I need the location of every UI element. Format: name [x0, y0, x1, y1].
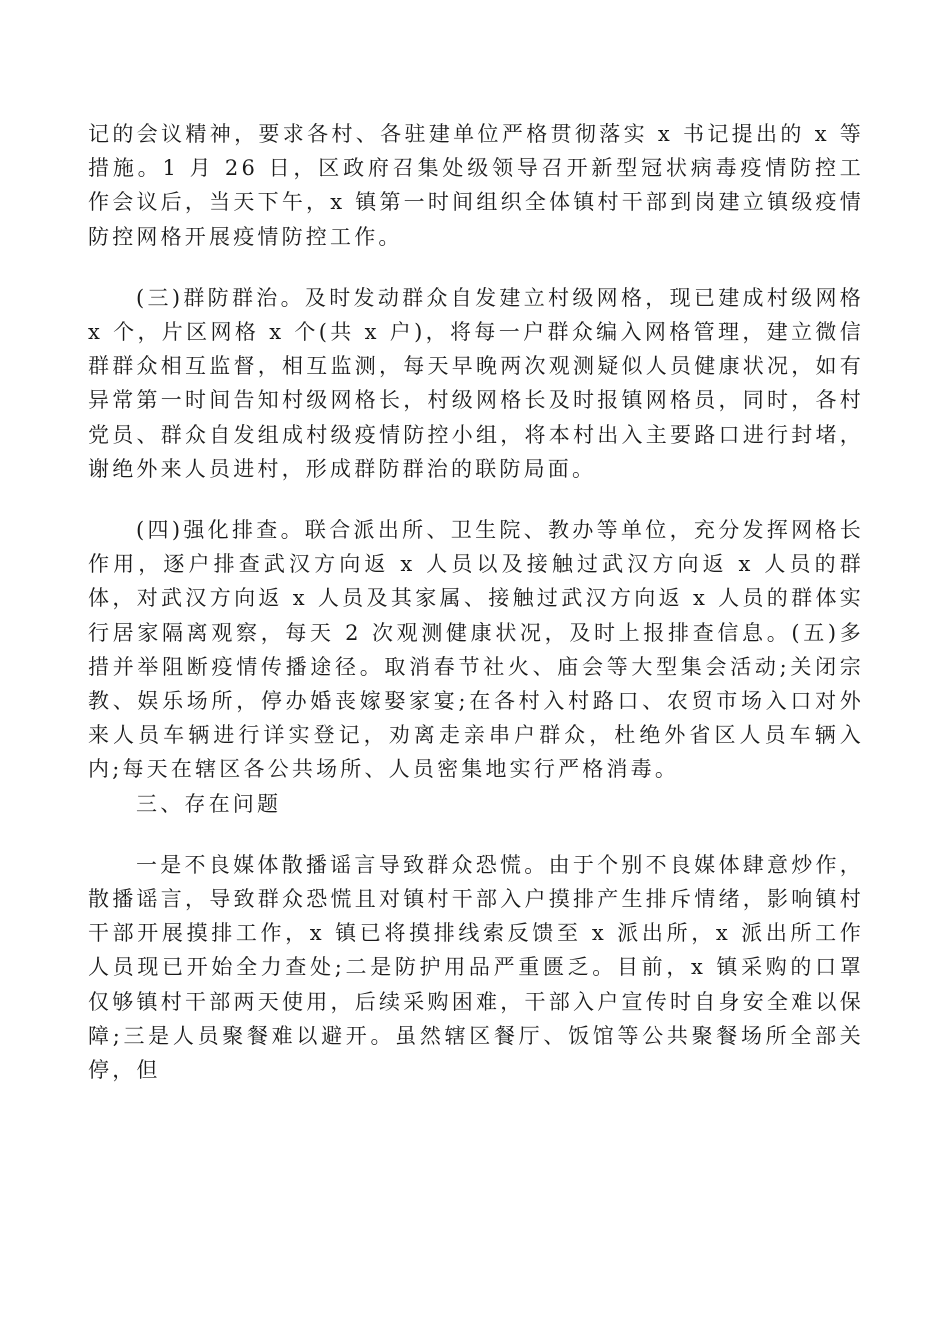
paragraph-meeting-spirit: 记的会议精神，要求各村、各驻建单位严格贯彻落实 x 书记提出的 x 等措施。1 月 26 日，区政府召集处级领导召开新型冠状病毒疫情防控工作会议后，当天下午，x 镇第一时间组织全体镇村干部到岗建立镇级疫情防控网格开展疫情防控工作。 [88, 122, 864, 249]
paragraph-problems-detail: 一是不良媒体散播谣言导致群众恐慌。由于个别不良媒体肆意炒作，散播谣言，导致群众恐慌且对镇村干部入户摸排产生排斥情绪，影响镇村干部开展摸排工作，x 镇已将摸排线索反馈至 x 派出所，x 派出所工作人员现已开始全力查处;二是防护用品严重匮乏。目前，x 镇采购的口罩仅够镇村干部两天使用，后续采购困难，干部入户宣传时自身安全难以保障;三是人员聚餐难以避开。虽然辖区餐厅、饭馆等公共聚餐场所全部关停，但 [88, 852, 864, 1083]
document-page [88, 117, 864, 1087]
paragraph-strengthen-screening: (四)强化排查。联合派出所、卫生院、教办等单位，充分发挥网格长作用，逐户排查武汉方向返 x 人员以及接触过武汉方向返 x 人员的群体，对武汉方向返 x 人员及其家属、接触过武汉方向返 x 人员的群体实行居家隔离观察，每天 2 次观测健康状况，及时上报排查信息。(五)多措并举阻断疫情传播途径。取消春节社火、庙会等大型集会活动;关闭宗教、娱乐场所，停办婚丧嫁娶家宴;在各村入村路口、农贸市场入口对外来人员车辆进行详实登记，劝离走亲串户群众，杜绝外省区人员车辆入内;每天在辖区各公共场所、人员密集地实行严格消毒。 [88, 518, 864, 782]
section-heading-existing-problems: 三、存在问题 [136, 791, 282, 816]
paragraph-group-prevention: (三)群防群治。及时发动群众自发建立村级网格，现已建成村级网格 x 个，片区网格 x 个(共 x 户)，将每一户群众编入网格管理，建立微信群群众相互监督，相互监测，每天早晚两次观测疑似人员健康状况，如有异常第一时间告知村级网格长，村级网格长及时报镇网格员，同时，各村党员、群众自发组成村级疫情防控小组，将本村出入主要路口进行封堵，谢绝外来人员进村，形成群防群治的联防局面。 [88, 285, 864, 481]
